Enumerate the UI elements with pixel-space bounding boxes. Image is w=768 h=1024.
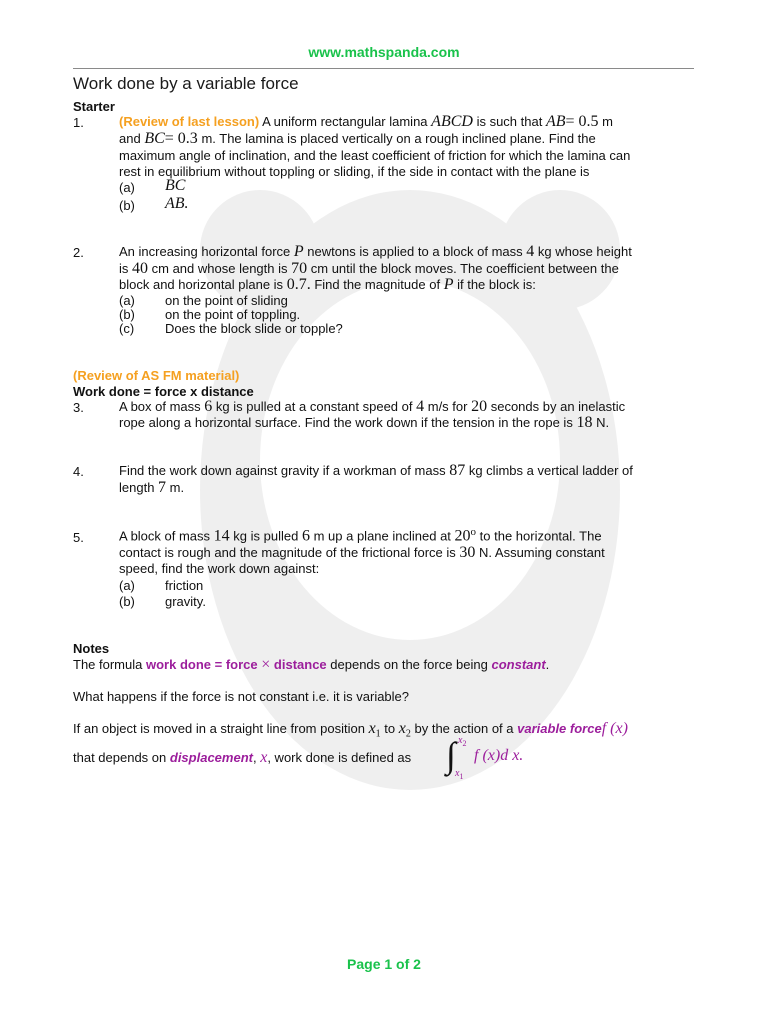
part-label: (c) <box>119 321 135 336</box>
question-line: and BC= 0.3 m. The lamina is placed vertically on a rough inclined plane. Find the <box>119 130 596 147</box>
part-label: (a) <box>119 293 135 308</box>
question-line: is 40 cm and whose length is 70 cm until the block moves. The coefficient between the <box>119 260 619 277</box>
question-line: length 7 m. <box>119 479 185 496</box>
part-text: AB. <box>165 195 189 212</box>
part-label: (b) <box>119 307 135 322</box>
part-text: on the point of toppling. <box>165 307 301 322</box>
question-number: 4. <box>73 464 84 479</box>
part-text: Does the block slide or topple? <box>165 321 343 336</box>
notes-paragraph: that depends on displacement, x, work done is defined as <box>73 749 412 766</box>
question-line: block and horizontal plane is 0.7. Find the magnitude of P if the block is: <box>119 276 536 293</box>
question-line: rest in equilibrium without toppling or sliding, if the side in contact with the plane is <box>119 164 590 179</box>
question-line: A block of mass 14 kg is pulled 6 m up a plane inclined at 20$^o$ to the horizontal. The <box>119 526 602 545</box>
question-line: An increasing horizontal force P newtons is applied to a block of mass 4 kg whose height <box>119 243 632 260</box>
question-number: 5. <box>73 530 84 545</box>
section-subheading: Work done = force x distance <box>73 384 254 399</box>
part-text: gravity. <box>165 594 206 609</box>
integral-expression: f (x)d x. <box>474 747 524 764</box>
part-label: (b) <box>119 594 135 609</box>
page-title: Work done by a variable force <box>73 74 299 93</box>
integral-upper-limit: $x_2$ <box>458 735 467 748</box>
review-tag: (Review of last lesson) <box>119 114 260 129</box>
question-line: (Review of last lesson) A uniform rectangular lamina ABCD is such that AB= 0.5 m <box>119 113 614 130</box>
integral-sign: ∫ <box>446 735 456 775</box>
question-number: 3. <box>73 400 84 415</box>
question-line: maximum angle of inclination, and the least coefficient of friction for which the lamina can <box>119 148 631 163</box>
notes-paragraph: The formula work done = force × distance depends on the force being constant. <box>73 656 550 673</box>
question-line: contact is rough and the magnitude of the frictional force is 30 N. Assuming constant <box>119 544 605 561</box>
part-label: (a) <box>119 578 135 593</box>
notes-paragraph: If an object is moved in a straight line from position $x_1$ to $x_2$ by the action of a variable forcef (x) <box>73 720 628 740</box>
part-label: (a) <box>119 180 135 195</box>
part-label: (b) <box>119 198 135 213</box>
review-heading: (Review of AS FM material) <box>73 368 240 383</box>
notes-paragraph: What happens if the force is not constant i.e. it is variable? <box>73 689 410 704</box>
part-text: friction <box>165 578 204 593</box>
integral-lower-limit: $x_1$ <box>455 768 464 781</box>
part-text: BC <box>165 177 186 194</box>
site-url[interactable]: www.mathspanda.com <box>308 44 460 60</box>
question-number: 1. <box>73 115 84 130</box>
header-divider <box>73 68 694 69</box>
question-line: rope along a horizontal surface. Find the work down if the tension in the rope is 18 N. <box>119 414 610 431</box>
question-line: Find the work down against gravity if a workman of mass 87 kg climbs a vertical ladder of <box>119 462 633 479</box>
starter-heading: Starter <box>73 99 115 114</box>
part-text: on the point of sliding <box>165 293 288 308</box>
notes-heading: Notes <box>73 641 110 656</box>
page-number: Page 1 of 2 <box>347 956 421 972</box>
question-number: 2. <box>73 245 84 260</box>
question-line: A box of mass 6 kg is pulled at a constant speed of 4 m/s for 20 seconds by an inelastic <box>119 398 626 415</box>
question-line: speed, find the work down against: <box>119 561 320 576</box>
